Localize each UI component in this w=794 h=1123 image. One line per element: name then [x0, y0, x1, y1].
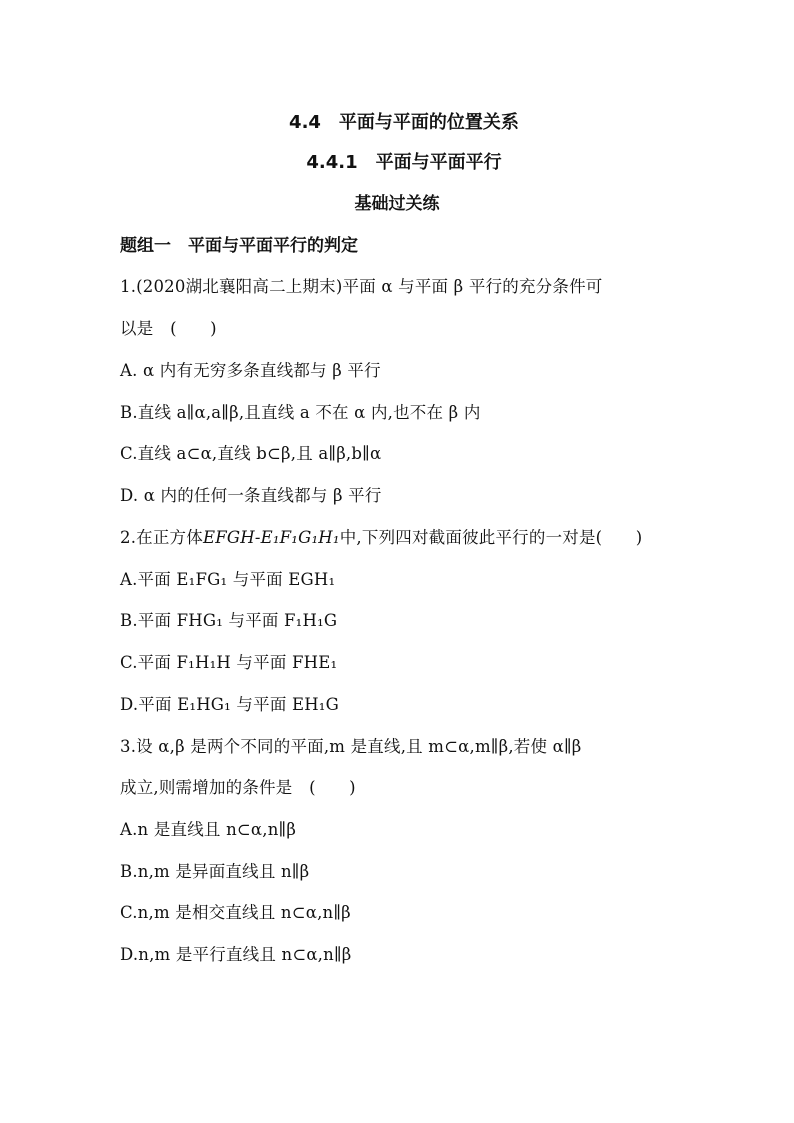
q2-option-d: D.平面 E₁HG₁ 与平面 EH₁G: [120, 695, 339, 714]
q1-stem-line2: 以是 ( ): [120, 319, 217, 338]
level-title: 基础过关练: [354, 194, 440, 214]
q2-option-b: B.平面 FHG₁ 与平面 F₁H₁G: [120, 611, 338, 630]
section-title: 4.4 平面与平面的位置关系: [289, 112, 519, 133]
q3-option-a: A.n 是直线且 n⊂α,n∥β: [120, 820, 297, 839]
q2-stem-pre: 2.在正方体: [120, 528, 203, 547]
q3-stem-line2: 成立,则需增加的条件是 ( ): [120, 778, 356, 797]
group-title: 题组一 平面与平面平行的判定: [120, 236, 358, 256]
q2-stem-post: 中,下列四对截面彼此平行的一对是( ): [339, 528, 643, 547]
q1-option-d: D. α 内的任何一条直线都与 β 平行: [120, 486, 382, 505]
q1-stem-line1: 1.(2020湖北襄阳高二上期末)平面 α 与平面 β 平行的充分条件可: [120, 277, 603, 296]
subsection-title: 4.4.1 平面与平面平行: [306, 152, 502, 173]
q2-stem: [120, 524, 642, 548]
q3-option-c: C.n,m 是相交直线且 n⊂α,n∥β: [120, 903, 351, 922]
q2-option-a: A.平面 E₁FG₁ 与平面 EGH₁: [120, 570, 336, 589]
q2-cube: EFGH-E₁F₁G₁H₁: [202, 528, 340, 547]
q3-stem-line1: 3.设 α,β 是两个不同的平面,m 是直线,且 m⊂α,m∥β,若使 α∥β: [120, 737, 582, 756]
q1-option-b: B.直线 a∥α,a∥β,且直线 a 不在 α 内,也不在 β 内: [120, 403, 481, 422]
q2-option-c: C.平面 F₁H₁H 与平面 FHE₁: [120, 653, 338, 672]
q1-option-c: C.直线 a⊂α,直线 b⊂β,且 a∥β,b∥α: [120, 444, 382, 463]
q1-option-a: A. α 内有无穷多条直线都与 β 平行: [120, 361, 381, 380]
q3-option-d: D.n,m 是平行直线且 n⊂α,n∥β: [120, 945, 352, 964]
q3-option-b: B.n,m 是异面直线且 n∥β: [120, 862, 310, 881]
